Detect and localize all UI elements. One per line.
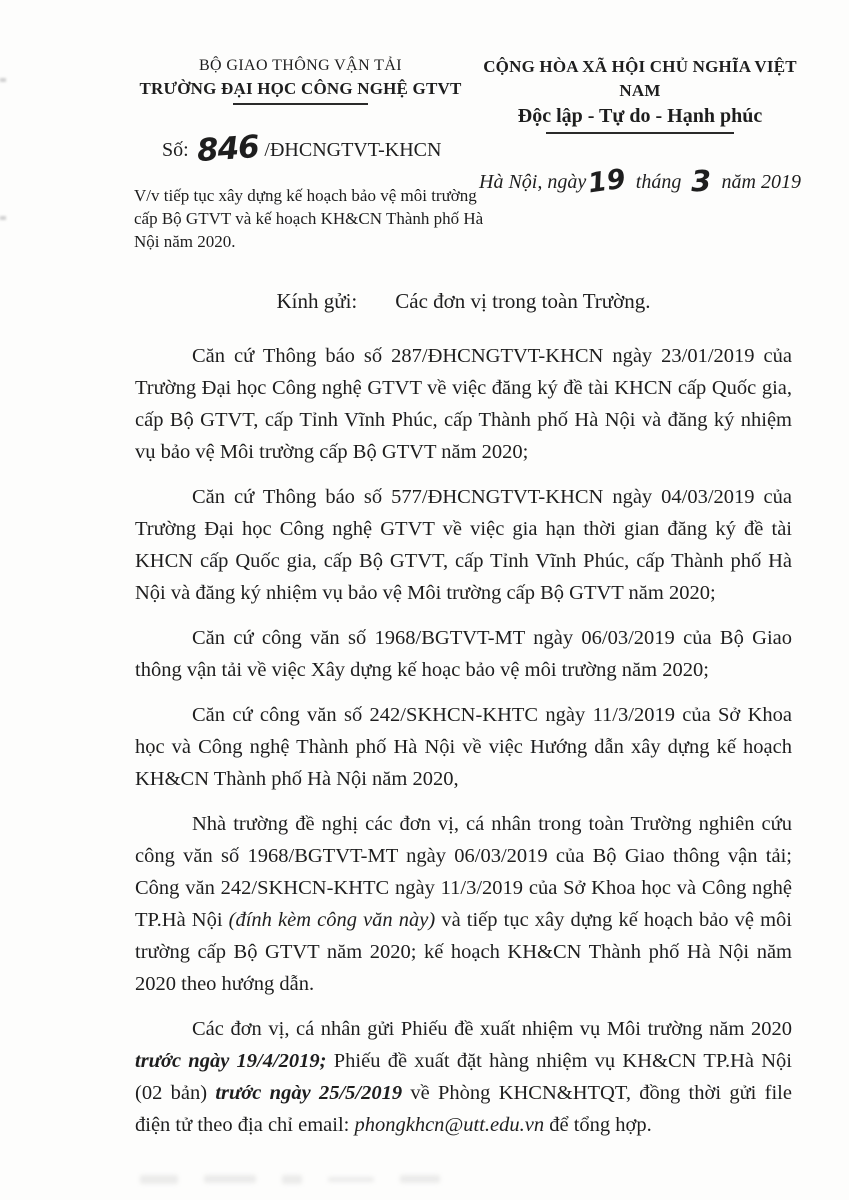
salutation-label: Kính gửi: <box>276 289 358 313</box>
document-number-handwritten: 846 <box>195 128 260 170</box>
org-name: TRƯỜNG ĐẠI HỌC CÔNG NGHỆ GTVT <box>139 79 462 98</box>
salutation-line <box>135 289 792 314</box>
paragraph-request <box>135 808 792 1000</box>
org-parent-name: BỘ GIAO THÔNG VẬN TẢI <box>198 57 403 74</box>
document-subject: V/v tiếp tục xây dựng kế hoạch bảo vệ môi trường cấp Bộ GTVT và kế hoạch KH&CN Thành phố Hà Nội năm 2020. <box>134 186 484 251</box>
date-month-handwritten: 3 <box>690 163 713 199</box>
document-number-label: Số: <box>162 139 189 161</box>
salutation-recipient: Các đơn vị trong toàn Trường. <box>395 289 651 313</box>
paragraph-can-cu-1968: Căn cứ công văn số 1968/BGTVT-MT ngày 06/03/2019 của Bộ Giao thông vận tải về việc Xây dựng kế hoạc bảo vệ môi trường năm 2020; <box>135 627 792 681</box>
paragraph-can-cu-577: Căn cứ Thông báo số 577/ĐHCNGTVT-KHCN ngày 04/03/2019 của Trường Đại học Công nghệ GTVT về việc gia hạn thời gian đăng ký đề tài KHCN cấp Quốc gia, cấp Bộ GTVT, cấp Tỉnh Vĩnh Phúc, cấp Thành phố Hà Nội và đăng ký nhiệm vụ bảo vệ Môi trường cấp Bộ GTVT năm 2020; <box>135 486 792 604</box>
date-day-handwritten: 19 <box>586 163 628 200</box>
issuing-org-block <box>128 55 484 253</box>
national-motto: Độc lập - Tự do - Hạnh phúc <box>517 105 763 127</box>
request-text-1: Nhà trường đề nghị các đơn vị, cá nhân trong toàn Trường nghiên cứu công văn số 1968/BGTVT-MT ngày 06/03/2019 của Bộ Giao thông vận tải; Công văn 242/SKHCN-KHTC ngày 11/3/2019 của Sở Khoa học và Công nghệ TP.Hà Nội <box>135 813 792 931</box>
deadline-date-1: trước ngày 19/4/2019; <box>135 1050 327 1072</box>
document-header <box>0 0 849 253</box>
deadline-text-2: Phiếu đề xuất đặt hàng nhiệm vụ KH&CN TP.Hà Nội (02 bản) <box>135 1050 792 1104</box>
national-title: CỘNG HÒA XÃ HỘI CHỦ NGHĨA VIỆT NAM <box>483 57 797 100</box>
place-date-line <box>473 164 807 198</box>
document-number-line <box>128 128 473 170</box>
national-motto-underline <box>546 132 734 134</box>
date-suffix: năm 2019 <box>721 171 801 193</box>
contact-email: phongkhcn@utt.edu.vn <box>354 1114 545 1136</box>
org-name-underline <box>233 103 368 105</box>
paragraph-deadlines <box>135 1013 792 1141</box>
scan-edge-artifact <box>0 216 6 220</box>
request-attached-note: (đính kèm công văn này) <box>228 909 436 931</box>
request-text-2: và tiếp tục xây dựng kế hoạch bảo vệ môi trường cấp Bộ GTVT năm 2020; kế hoạch KH&CN Thành phố Hà Nội năm 2020 theo hướng dẫn. <box>135 909 792 995</box>
scan-bleedthrough-artifact <box>140 1172 460 1186</box>
deadline-date-2: trước ngày 25/5/2019 <box>215 1082 403 1104</box>
deadline-text-3: về Phòng KHCN&HTQT, đồng thời gửi file điện tử theo địa chỉ email: <box>135 1082 792 1136</box>
paragraph-can-cu-242: Căn cứ công văn số 242/SKHCN-KHTC ngày 11/3/2019 của Sở Khoa học và Công nghệ Thành phố Hà Nội về việc Hướng dẫn xây dựng kế hoạch KH&CN Thành phố Hà Nội năm 2020, <box>135 704 792 790</box>
date-prefix: Hà Nội, ngày <box>479 171 587 193</box>
deadline-text-1: Các đơn vị, cá nhân gửi Phiếu đề xuất nhiệm vụ Môi trường năm 2020 <box>192 1018 792 1040</box>
document-number-suffix: /ĐHCNGTVT-KHCN <box>264 139 442 161</box>
deadline-text-4: để tổng hợp. <box>544 1114 652 1136</box>
paragraph-can-cu-287: Căn cứ Thông báo số 287/ĐHCNGTVT-KHCN ngày 23/01/2019 của Trường Đại học Công nghệ GTVT về việc đăng ký đề tài KHCN cấp Quốc gia, cấp Bộ GTVT, cấp Tỉnh Vĩnh Phúc, cấp Thành phố Hà Nội và đăng ký nhiệm vụ bảo vệ Môi trường cấp Bộ GTVT năm 2020; <box>135 345 792 463</box>
date-mid: tháng <box>635 171 682 193</box>
national-header-block <box>473 55 807 253</box>
document-body <box>135 340 792 1141</box>
scan-edge-artifact <box>0 78 6 82</box>
